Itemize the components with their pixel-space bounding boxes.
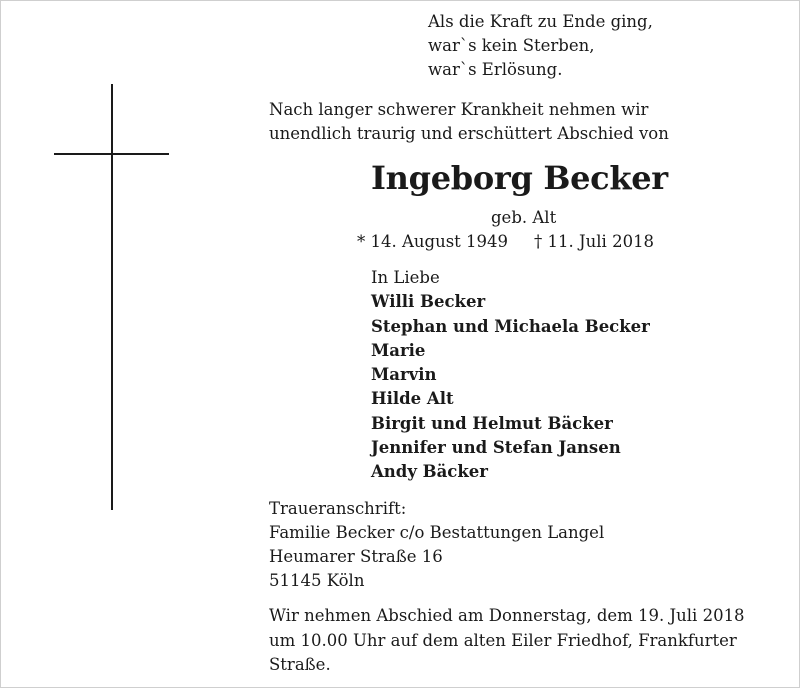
mourner-name: Birgit und Helmut Bäcker <box>371 413 613 433</box>
mourning-address <box>269 497 604 593</box>
mourners-lead: In Liebe <box>371 268 440 287</box>
mourner-name: Marvin <box>371 365 437 385</box>
poem-line: war`s kein Sterben, <box>428 36 595 55</box>
birth-date: * 14. August 1949 <box>357 232 509 251</box>
mourner-name: Stephan und Michaela Becker <box>371 316 650 336</box>
address-line: Traueranschrift: <box>269 499 407 518</box>
poem-line: Als die Kraft zu Ende ging, <box>428 12 653 31</box>
funeral-line: Straße. <box>269 655 331 674</box>
cross-vertical-bar <box>111 84 113 510</box>
poem <box>428 10 653 82</box>
intro-line: Nach langer schwerer Krankheit nehmen wir <box>269 100 649 119</box>
address-line: 51145 Köln <box>269 571 365 590</box>
deceased-name: Ingeborg Becker <box>371 159 668 197</box>
funeral-info <box>269 604 745 678</box>
death-date: † 11. Juli 2018 <box>534 232 655 251</box>
funeral-line: um 10.00 Uhr auf dem alten Eiler Friedhof, Frankfurter <box>269 630 737 650</box>
mourner-name: Willi Becker <box>371 292 486 312</box>
life-dates <box>357 230 654 254</box>
poem-line: war`s Erlösung. <box>428 60 563 79</box>
mourner-name: Hilde Alt <box>371 389 454 409</box>
address-line: Heumarer Straße 16 <box>269 547 443 566</box>
mourner-name: Marie <box>371 340 426 360</box>
mourners-list <box>371 266 650 485</box>
mourner-name: Andy Bäcker <box>371 462 488 482</box>
cross-horizontal-bar <box>54 153 169 155</box>
maiden-name: geb. Alt <box>491 208 557 227</box>
funeral-line: Wir nehmen Abschied am Donnerstag, dem 19. Juli 2018 <box>269 606 745 625</box>
intro-text <box>269 98 669 146</box>
mourner-name: Jennifer und Stefan Jansen <box>371 438 621 458</box>
address-line: Familie Becker c/o Bestattungen Langel <box>269 523 605 542</box>
intro-line: unendlich traurig und erschüttert Abschied von <box>269 124 669 143</box>
